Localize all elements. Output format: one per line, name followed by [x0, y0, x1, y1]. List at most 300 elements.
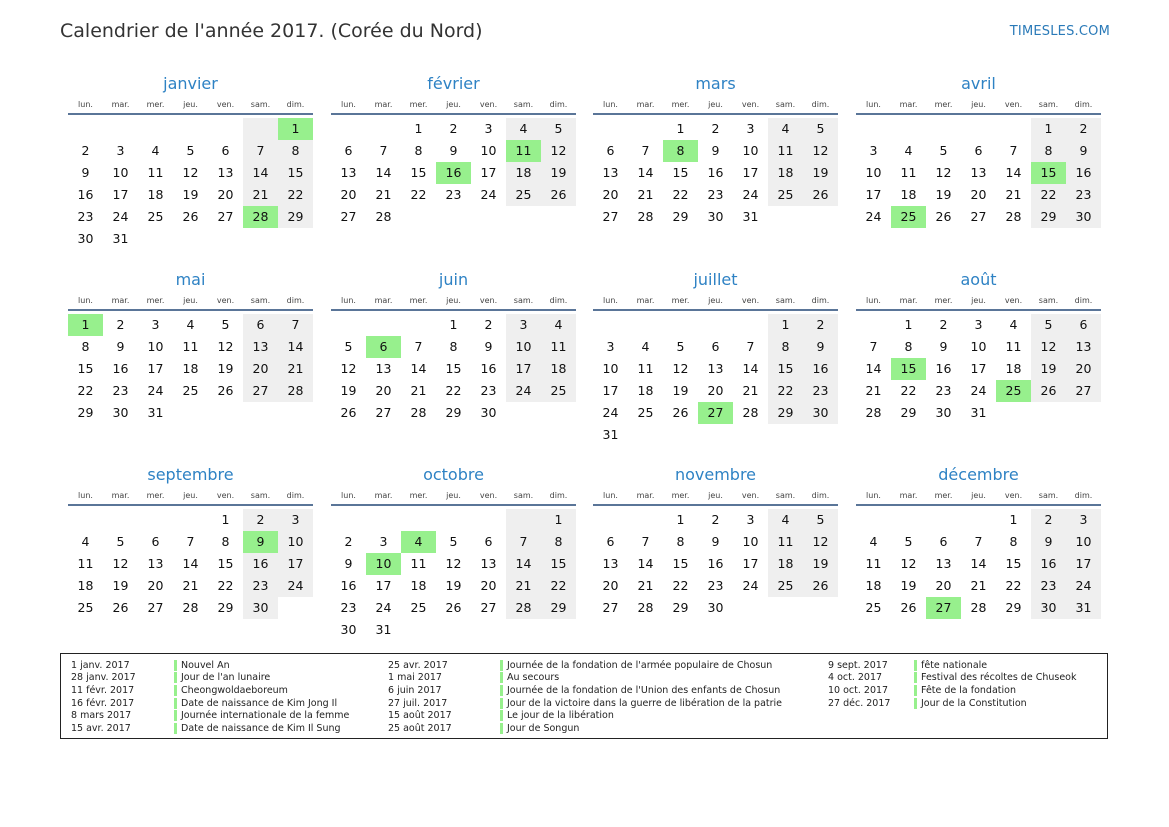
day-cell: 13 — [480, 556, 497, 571]
weekday-label: sam. — [1038, 491, 1059, 500]
holiday-marker — [174, 685, 177, 696]
day-cell: 12 — [803, 140, 838, 162]
weekday-header — [856, 294, 1101, 311]
day-cell: 24 — [742, 187, 759, 202]
day-cell: 24 — [970, 383, 987, 398]
weekday-label: lun. — [78, 296, 93, 305]
day-cell: 16 — [436, 162, 471, 184]
day-cell: 22 — [672, 187, 689, 202]
weekday-label: sam. — [250, 100, 271, 109]
empty-cell — [208, 228, 243, 250]
day-cell: 15 — [1005, 556, 1022, 571]
day-cell: 16 — [480, 361, 497, 376]
day-cell: 23 — [340, 600, 357, 615]
weekday-label: dim. — [549, 491, 568, 500]
month-10 — [593, 464, 838, 619]
day-cell: 13 — [970, 165, 987, 180]
day-cell: 19 — [182, 187, 199, 202]
weekday-label: mar. — [636, 491, 655, 500]
day-cell: 4 — [541, 314, 576, 336]
day-cell: 24 — [865, 209, 882, 224]
day-cell: 16 — [935, 361, 952, 376]
day-cell: 23 — [77, 209, 94, 224]
day-cell: 19 — [803, 553, 838, 575]
weekday-label: mar. — [899, 296, 918, 305]
day-cell: 27 — [147, 600, 164, 615]
day-cell: 10 — [865, 165, 882, 180]
day-cell: 31 — [1066, 597, 1101, 619]
weekday-label: sam. — [513, 296, 534, 305]
weekday-label: ven. — [741, 296, 760, 305]
day-cell: 17 — [480, 165, 497, 180]
day-cell: 30 — [707, 600, 724, 615]
day-cell: 23 — [707, 187, 724, 202]
weekday-label: lun. — [603, 296, 618, 305]
day-cell: 8 — [676, 534, 685, 549]
day-cell: 2 — [344, 534, 353, 549]
day-cell: 29 — [768, 402, 803, 424]
weekday-label: lun. — [78, 100, 93, 109]
day-cell: 5 — [904, 534, 913, 549]
day-cell: 28 — [375, 209, 392, 224]
weekday-label: sam. — [250, 491, 271, 500]
day-cell: 26 — [672, 405, 689, 420]
month-1 — [331, 73, 576, 228]
day-cell: 18 — [182, 361, 199, 376]
day-cell: 15 — [217, 556, 234, 571]
weekday-label: ven. — [1004, 491, 1023, 500]
day-cell: 5 — [186, 143, 195, 158]
empty-cell — [401, 619, 436, 641]
day-cell: 22 — [541, 575, 576, 597]
day-cell: 21 — [1005, 187, 1022, 202]
day-cell: 18 — [768, 162, 803, 184]
empty-cell — [926, 118, 961, 140]
day-cell: 23 — [480, 383, 497, 398]
empty-cell — [628, 314, 663, 336]
holiday-marker — [174, 698, 177, 709]
day-cell: 4 — [768, 118, 803, 140]
day-cell: 27 — [243, 380, 278, 402]
day-cell: 1 — [541, 509, 576, 531]
day-cell: 16 — [112, 361, 129, 376]
empty-cell — [698, 314, 733, 336]
weekday-label: mer. — [934, 491, 953, 500]
empty-cell — [103, 509, 138, 531]
weekday-label: dim. — [1074, 100, 1093, 109]
empty-cell — [366, 118, 401, 140]
weekday-label: ven. — [216, 491, 235, 500]
empty-cell — [803, 206, 838, 228]
day-cell: 21 — [506, 575, 541, 597]
weekday-label: lun. — [866, 491, 881, 500]
day-cell: 31 — [375, 622, 392, 637]
weekday-label: ven. — [479, 296, 498, 305]
empty-cell — [1066, 402, 1101, 424]
day-cell: 30 — [935, 405, 952, 420]
weekday-label: sam. — [513, 100, 534, 109]
holiday-marker — [500, 685, 503, 696]
empty-cell — [891, 118, 926, 140]
month-name: mai — [175, 270, 206, 289]
legend-holiday-name: Jour de la Constitution — [921, 697, 1027, 709]
month-5 — [331, 269, 576, 424]
day-cell: 10 — [970, 339, 987, 354]
day-cell: 29 — [1005, 600, 1022, 615]
day-cell: 26 — [445, 600, 462, 615]
legend-row — [828, 659, 1076, 672]
weekday-label: jeu. — [183, 296, 198, 305]
empty-cell — [803, 597, 838, 619]
day-cell: 15 — [891, 358, 926, 380]
day-cell: 15 — [410, 165, 427, 180]
holiday-marker — [174, 710, 177, 721]
day-cell: 14 — [506, 553, 541, 575]
day-cell: 23 — [803, 380, 838, 402]
day-cell: 26 — [541, 184, 576, 206]
day-cell: 20 — [707, 383, 724, 398]
day-cell: 6 — [606, 143, 615, 158]
day-cell: 11 — [541, 336, 576, 358]
day-cell: 20 — [147, 578, 164, 593]
day-cell: 1 — [676, 121, 685, 136]
legend-row — [71, 659, 349, 672]
day-cell: 24 — [147, 383, 164, 398]
day-cell: 12 — [935, 165, 952, 180]
legend-holiday-name: Date de naissance de Kim Il Sung — [181, 722, 341, 734]
weekday-label: jeu. — [708, 296, 723, 305]
empty-cell — [173, 228, 208, 250]
day-cell: 10 — [112, 165, 129, 180]
day-cell: 22 — [77, 383, 94, 398]
day-cell: 17 — [970, 361, 987, 376]
weekday-label: jeu. — [971, 491, 986, 500]
day-cell: 18 — [541, 358, 576, 380]
day-cell: 7 — [186, 534, 195, 549]
day-cell: 16 — [707, 556, 724, 571]
day-cell: 30 — [707, 209, 724, 224]
day-cell: 7 — [869, 339, 878, 354]
day-cell: 6 — [221, 143, 230, 158]
day-cell: 3 — [484, 121, 493, 136]
month-name: avril — [961, 74, 996, 93]
legend-holiday-name: Jour de l'an lunaire — [181, 672, 271, 684]
legend-date: 1 mai 2017 — [388, 672, 442, 684]
day-cell: 10 — [366, 553, 401, 575]
day-cell: 4 — [81, 534, 90, 549]
day-cell: 11 — [506, 140, 541, 162]
empty-cell — [471, 206, 506, 228]
day-cell: 11 — [768, 531, 803, 553]
day-cell: 1 — [1009, 512, 1018, 527]
month-name: janvier — [163, 74, 218, 93]
day-cell: 24 — [480, 187, 497, 202]
day-cell: 11 — [865, 556, 882, 571]
day-cell: 19 — [541, 162, 576, 184]
day-cell: 16 — [803, 358, 838, 380]
month-name: septembre — [147, 465, 234, 484]
day-cell: 8 — [768, 336, 803, 358]
days-grid — [68, 314, 313, 424]
day-cell: 5 — [939, 143, 948, 158]
day-cell: 9 — [711, 143, 720, 158]
empty-cell — [593, 509, 628, 531]
month-8 — [68, 464, 313, 619]
empty-cell — [506, 206, 541, 228]
weekday-label: mar. — [111, 100, 130, 109]
day-cell: 4 — [869, 534, 878, 549]
day-cell: 3 — [379, 534, 388, 549]
day-cell: 6 — [939, 534, 948, 549]
legend-row — [828, 697, 1076, 710]
empty-cell — [733, 314, 768, 336]
weekday-label: dim. — [286, 491, 305, 500]
month-6 — [593, 269, 838, 446]
legend-date: 27 déc. 2017 — [828, 697, 891, 709]
empty-cell — [663, 314, 698, 336]
empty-cell — [628, 118, 663, 140]
day-cell: 15 — [77, 361, 94, 376]
day-cell: 14 — [1005, 165, 1022, 180]
legend-row — [388, 709, 782, 722]
day-cell: 8 — [663, 140, 698, 162]
empty-cell — [243, 228, 278, 250]
day-cell: 19 — [803, 162, 838, 184]
weekday-label: jeu. — [971, 296, 986, 305]
day-cell: 1 — [414, 121, 423, 136]
day-cell: 8 — [1009, 534, 1018, 549]
weekday-label: ven. — [216, 296, 235, 305]
weekday-label: mer. — [934, 296, 953, 305]
holiday-marker — [174, 660, 177, 671]
empty-cell — [436, 206, 471, 228]
empty-cell — [173, 402, 208, 424]
day-cell: 24 — [742, 578, 759, 593]
day-cell: 26 — [803, 575, 838, 597]
day-cell: 2 — [939, 317, 948, 332]
day-cell: 25 — [865, 600, 882, 615]
legend-row — [388, 684, 782, 697]
day-cell: 22 — [217, 578, 234, 593]
empty-cell — [541, 619, 576, 641]
day-cell: 19 — [340, 383, 357, 398]
day-cell: 21 — [742, 383, 759, 398]
day-cell: 25 — [77, 600, 94, 615]
day-cell: 14 — [970, 556, 987, 571]
day-cell: 14 — [637, 556, 654, 571]
day-cell: 23 — [707, 578, 724, 593]
day-cell: 28 — [278, 380, 313, 402]
day-cell: 27 — [970, 209, 987, 224]
day-cell: 7 — [641, 143, 650, 158]
day-cell: 17 — [602, 383, 619, 398]
legend-row — [388, 697, 782, 710]
empty-cell — [628, 424, 663, 446]
day-cell: 14 — [865, 361, 882, 376]
legend-date: 16 févr. 2017 — [71, 697, 135, 709]
empty-cell — [173, 509, 208, 531]
day-cell: 26 — [182, 209, 199, 224]
day-cell: 15 — [672, 556, 689, 571]
day-cell: 26 — [217, 383, 234, 398]
day-cell: 22 — [672, 578, 689, 593]
weekday-label: jeu. — [446, 100, 461, 109]
legend-date: 15 août 2017 — [388, 710, 452, 722]
day-cell: 28 — [182, 600, 199, 615]
weekday-label: lun. — [341, 100, 356, 109]
day-cell: 21 — [637, 578, 654, 593]
day-cell: 10 — [480, 143, 497, 158]
holiday-marker — [174, 672, 177, 683]
legend-row — [71, 697, 349, 710]
day-cell: 25 — [506, 184, 541, 206]
weekday-label: mer. — [671, 296, 690, 305]
empty-cell — [768, 597, 803, 619]
day-cell: 7 — [746, 339, 755, 354]
empty-cell — [768, 206, 803, 228]
empty-cell — [278, 597, 313, 619]
day-cell: 3 — [151, 317, 160, 332]
empty-cell — [278, 402, 313, 424]
day-cell: 26 — [803, 184, 838, 206]
day-cell: 3 — [116, 143, 125, 158]
weekday-label: jeu. — [708, 100, 723, 109]
day-cell: 29 — [217, 600, 234, 615]
day-cell: 25 — [768, 575, 803, 597]
day-cell: 6 — [151, 534, 160, 549]
day-cell: 5 — [344, 339, 353, 354]
legend-row — [71, 672, 349, 685]
day-cell: 26 — [1031, 380, 1066, 402]
legend-row — [71, 722, 349, 735]
day-cell: 10 — [602, 361, 619, 376]
day-cell: 5 — [676, 339, 685, 354]
day-cell: 6 — [1066, 314, 1101, 336]
day-cell: 8 — [414, 143, 423, 158]
weekday-label: lun. — [341, 491, 356, 500]
day-cell: 28 — [410, 405, 427, 420]
day-cell: 31 — [112, 231, 129, 246]
day-cell: 19 — [445, 578, 462, 593]
day-cell: 30 — [77, 231, 94, 246]
legend-row — [828, 672, 1076, 685]
weekday-label: lun. — [866, 296, 881, 305]
day-cell: 24 — [278, 575, 313, 597]
day-cell: 3 — [746, 512, 755, 527]
legend-holiday-name: Jour de Songun — [507, 722, 580, 734]
weekday-label: jeu. — [446, 491, 461, 500]
holiday-marker — [500, 710, 503, 721]
empty-cell — [733, 424, 768, 446]
empty-cell — [436, 619, 471, 641]
day-cell: 9 — [1031, 531, 1066, 553]
day-cell: 2 — [1066, 118, 1101, 140]
empty-cell — [366, 509, 401, 531]
empty-cell — [593, 314, 628, 336]
day-cell: 30 — [480, 405, 497, 420]
weekday-label: lun. — [866, 100, 881, 109]
day-cell: 15 — [1031, 162, 1066, 184]
day-cell: 5 — [221, 317, 230, 332]
day-cell: 8 — [1031, 140, 1066, 162]
day-cell: 10 — [742, 143, 759, 158]
weekday-label: lun. — [603, 491, 618, 500]
legend-row — [388, 659, 782, 672]
day-cell: 18 — [147, 187, 164, 202]
day-cell: 2 — [1031, 509, 1066, 531]
weekday-header — [593, 294, 838, 311]
day-cell: 16 — [77, 187, 94, 202]
day-cell: 31 — [970, 405, 987, 420]
day-cell: 14 — [278, 336, 313, 358]
day-cell: 2 — [243, 509, 278, 531]
day-cell: 18 — [77, 578, 94, 593]
day-cell: 4 — [186, 317, 195, 332]
day-cell: 9 — [116, 339, 125, 354]
day-cell: 1 — [449, 317, 458, 332]
empty-cell — [856, 314, 891, 336]
day-cell: 3 — [606, 339, 615, 354]
weekday-header — [593, 489, 838, 506]
day-cell: 14 — [243, 162, 278, 184]
day-cell: 12 — [672, 361, 689, 376]
weekday-label: dim. — [549, 296, 568, 305]
day-cell: 30 — [1066, 206, 1101, 228]
day-cell: 20 — [602, 578, 619, 593]
weekday-label: dim. — [1074, 296, 1093, 305]
day-cell: 23 — [243, 575, 278, 597]
day-cell: 5 — [116, 534, 125, 549]
day-cell: 31 — [742, 209, 759, 224]
legend-holiday-name: Le jour de la libération — [507, 710, 614, 722]
weekday-header — [331, 98, 576, 115]
weekday-label: jeu. — [971, 100, 986, 109]
weekday-label: lun. — [341, 296, 356, 305]
site-brand-link[interactable]: TIMESLES.COM — [1009, 24, 1110, 39]
day-cell: 20 — [1066, 358, 1101, 380]
holiday-marker — [914, 660, 917, 671]
day-cell: 21 — [865, 383, 882, 398]
day-cell: 12 — [182, 165, 199, 180]
day-cell: 22 — [1031, 184, 1066, 206]
day-cell: 19 — [1031, 358, 1066, 380]
empty-cell — [471, 509, 506, 531]
day-cell: 12 — [112, 556, 129, 571]
holiday-marker — [500, 698, 503, 709]
day-cell: 15 — [445, 361, 462, 376]
day-cell: 5 — [541, 118, 576, 140]
day-cell: 28 — [637, 209, 654, 224]
weekday-header — [856, 98, 1101, 115]
weekday-header — [68, 294, 313, 311]
day-cell: 3 — [974, 317, 983, 332]
day-cell: 7 — [641, 534, 650, 549]
day-cell: 3 — [506, 314, 541, 336]
day-cell: 28 — [1005, 209, 1022, 224]
weekday-label: mer. — [146, 491, 165, 500]
day-cell: 13 — [217, 165, 234, 180]
legend-holiday-name: Cheongwoldaeboreum — [181, 684, 288, 696]
day-cell: 28 — [742, 405, 759, 420]
day-cell: 18 — [865, 578, 882, 593]
day-cell: 20 — [217, 187, 234, 202]
weekday-label: sam. — [250, 296, 271, 305]
day-cell: 16 — [1066, 162, 1101, 184]
day-cell: 6 — [974, 143, 983, 158]
day-cell: 4 — [151, 143, 160, 158]
empty-cell — [891, 509, 926, 531]
day-cell: 7 — [974, 534, 983, 549]
